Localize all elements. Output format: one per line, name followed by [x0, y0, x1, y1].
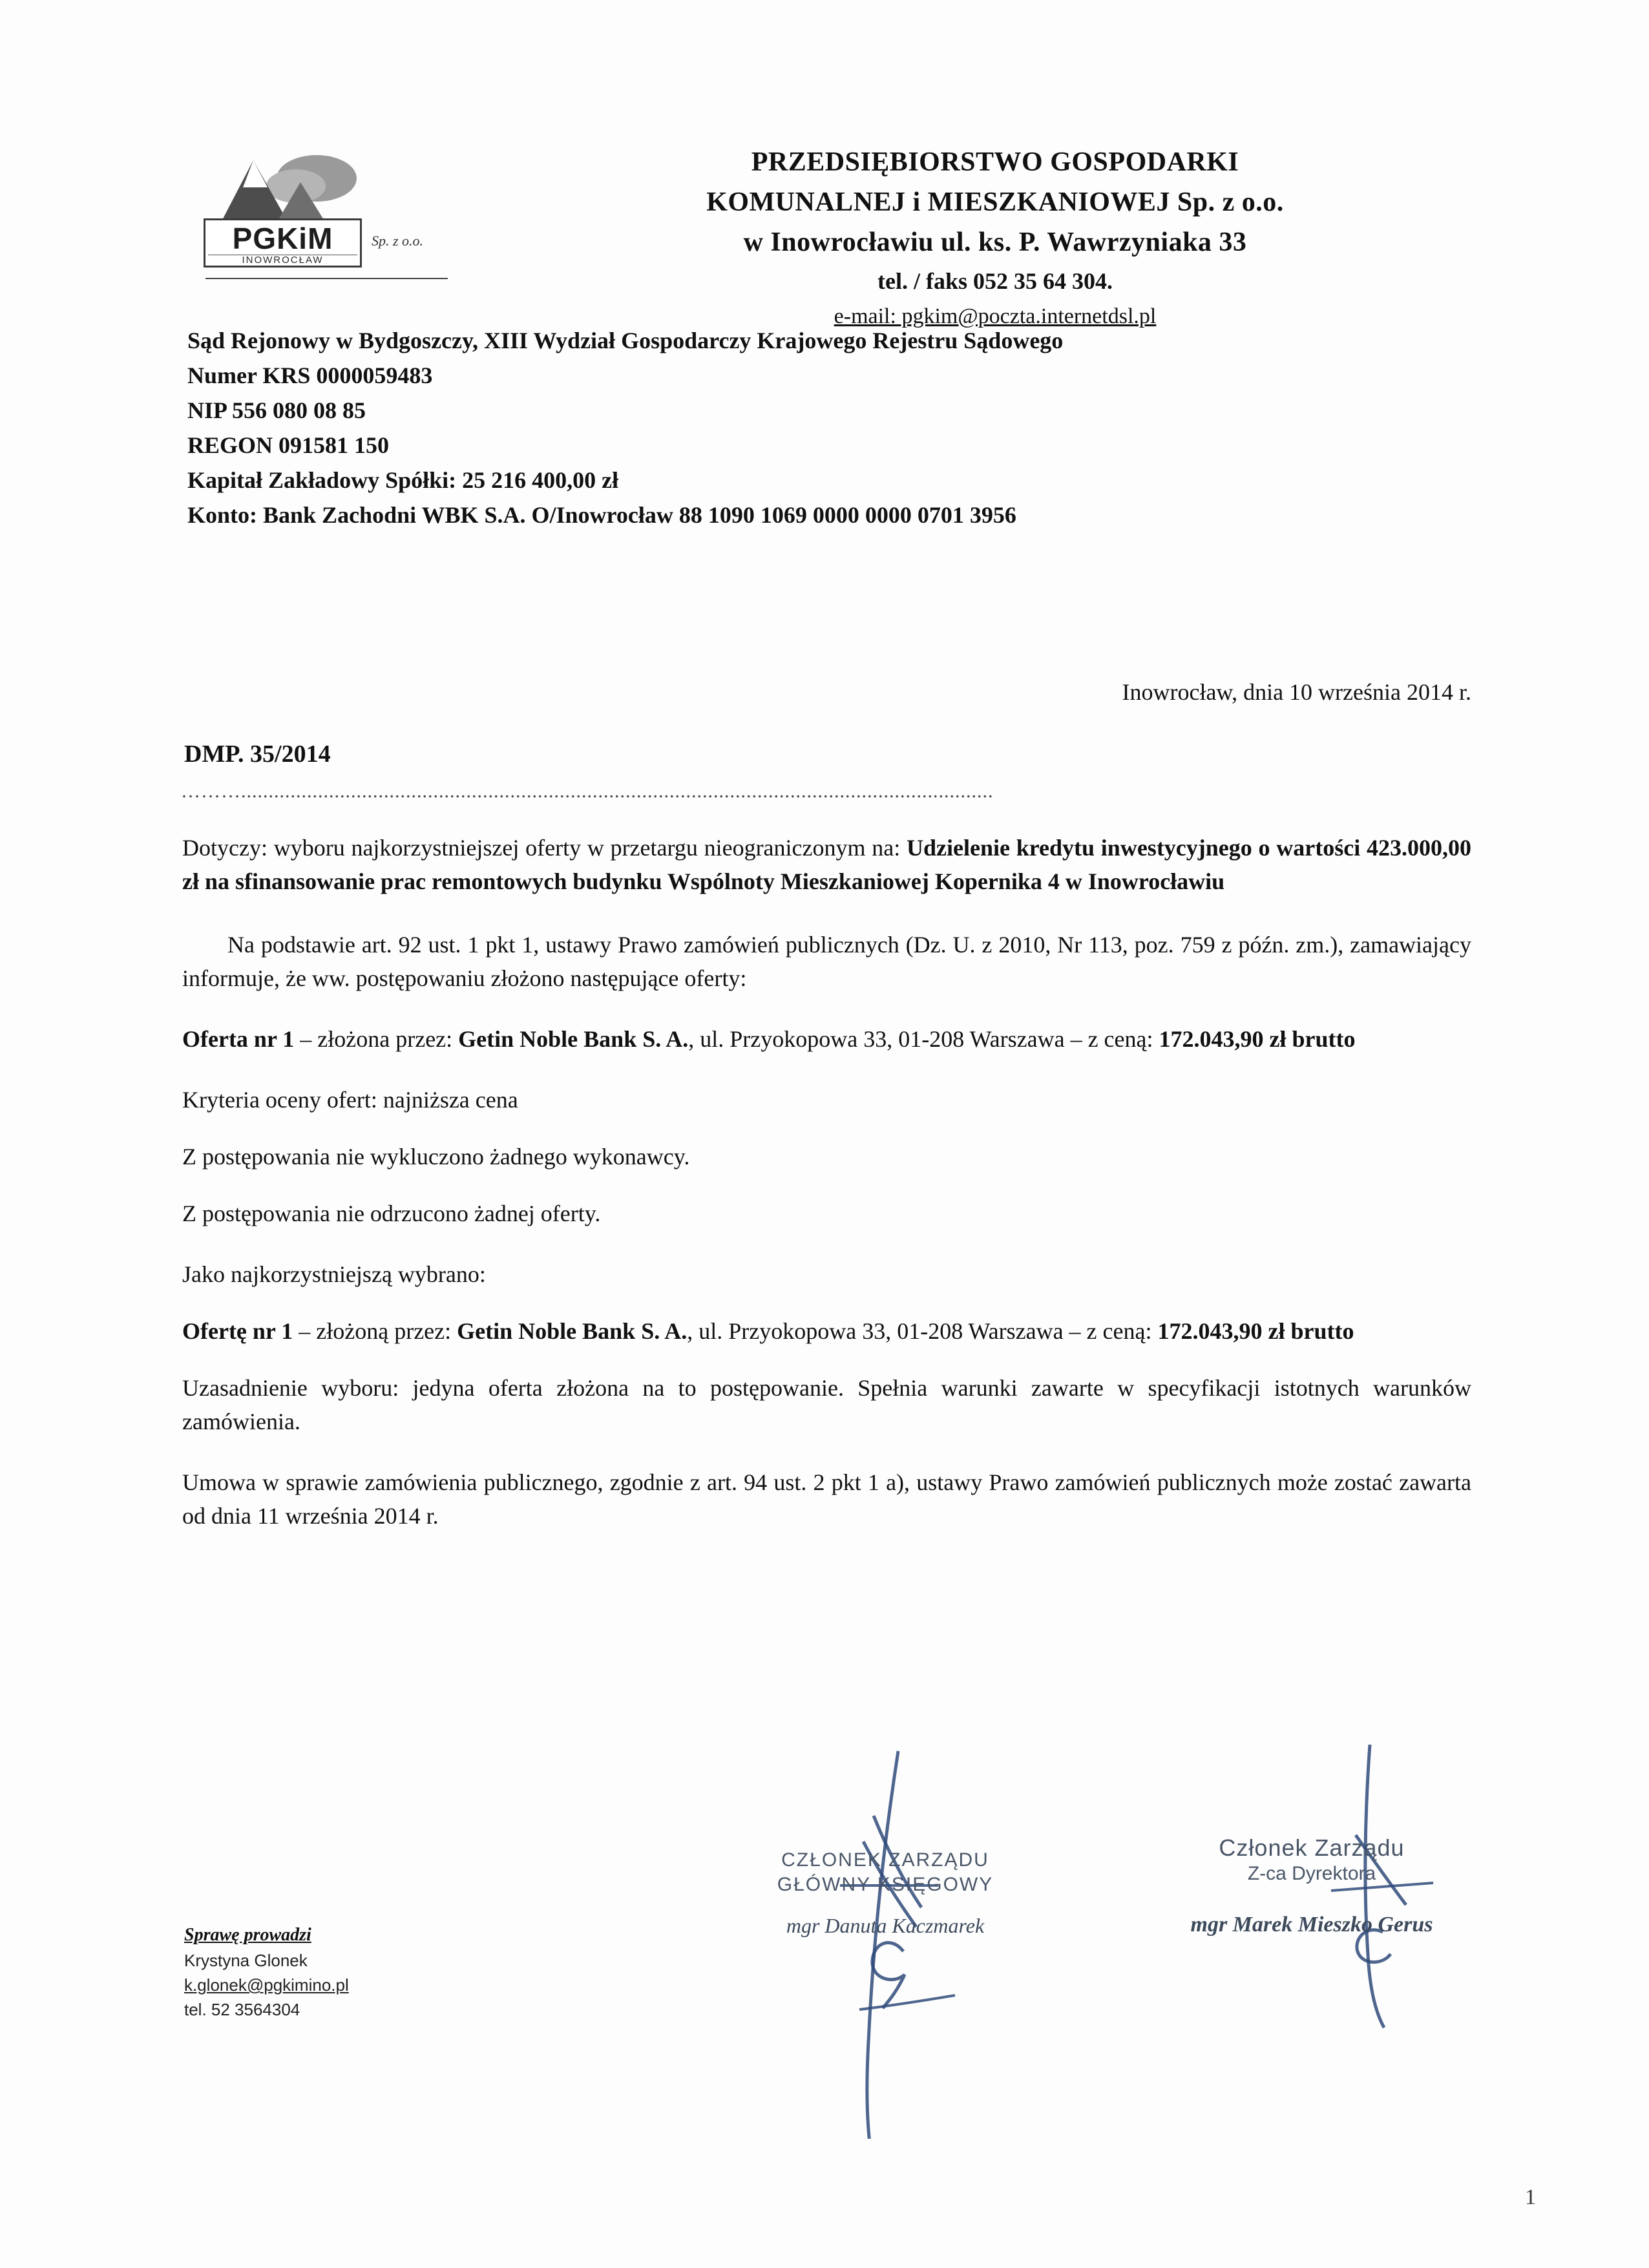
chosen-intro: Jako najkorzystniejszą wybrano: [182, 1261, 486, 1287]
company-address: w Inowrocławiu ul. ks. P. Wawrzyniaka 33 [743, 227, 1247, 257]
footer-phone: tel. 52 3564304 [184, 2000, 300, 2019]
signature-right-role-1: Członek Zarządu [1219, 1834, 1405, 1861]
company-email[interactable]: e-mail: pgkim@poczta.internetdsl.pl [834, 304, 1157, 328]
chosen-offer-label: Ofertę nr 1 [182, 1318, 293, 1344]
offer-mid: – złożona przez: [294, 1026, 459, 1052]
regon-number: REGON 091581 150 [187, 432, 390, 458]
offer-bank-name: Getin Noble Bank S. A. [458, 1026, 689, 1052]
company-name-line1: PRZEDSIĘBIORSTWO GOSPODARKI [751, 147, 1239, 177]
chosen-offer-address: , ul. Przyokopowa 33, 01-208 Warszawa – z ceną: [687, 1318, 1158, 1344]
footer-email[interactable]: k.glonek@pgkimino.pl [184, 1975, 349, 1995]
logo-wordmark [204, 218, 362, 268]
criteria-line-2: Z postępowania nie wykluczono żadnego wykonawcy. [182, 1144, 690, 1170]
subject-paragraph [182, 831, 1471, 898]
criteria-line-1: Kryteria oceny ofert: najniższa cena [182, 1087, 518, 1113]
place-and-date: Inowrocław, dnia 10 września 2014 r. [1122, 679, 1471, 705]
offer-paragraph [182, 1022, 1471, 1056]
chosen-bank-name: Getin Noble Bank S. A. [457, 1318, 688, 1344]
signature-right [1111, 1835, 1512, 1937]
krs-number: Numer KRS 0000059483 [187, 362, 433, 388]
contact-footer [184, 1922, 701, 2022]
chosen-offer-price: 172.043,90 zł brutto [1157, 1318, 1354, 1344]
company-heading [491, 142, 1499, 333]
chosen-offer-mid: – złożoną przez: [293, 1318, 457, 1344]
offer-price: 172.043,90 zł brutto [1159, 1026, 1356, 1052]
document-body [182, 808, 1471, 1553]
logo-sub-text: INOWROCŁAW [208, 255, 357, 266]
chosen-offer-paragraph [182, 1314, 1471, 1348]
offer-address: , ul. Przyokopowa 33, 01-208 Warszawa – z ceną: [688, 1026, 1159, 1052]
footer-person: Krystyna Glonek [184, 1951, 308, 1970]
company-name-line2: KOMUNALNEJ i MIESZKANIOWEJ Sp. z o.o. [706, 187, 1284, 217]
footer-title: Sprawę prowadzi [184, 1925, 311, 1945]
criteria-line-3: Z postępowania nie odrzucono żadnej oferty. [182, 1201, 601, 1226]
separator-dotted-rule: ………......................................................................................................................................... [181, 782, 994, 801]
company-logo [187, 149, 459, 297]
signature-left-role-1: CZŁONEK ZARZĄDU [781, 1849, 989, 1871]
nip-number: NIP 556 080 08 85 [187, 397, 366, 423]
logo-underline [205, 278, 448, 279]
page-number: 1 [1525, 2185, 1536, 2209]
justification-paragraph: Uzasadnienie wyboru: jedyna oferta złożona na to postępowanie. Spełnia warunki zawarte w specyfikacji istotnych warunków zamówienia. [182, 1375, 1471, 1434]
registration-details [187, 323, 1480, 532]
signature-right-name: mgr Marek Mieszko Gerus [1190, 1913, 1433, 1937]
share-capital: Kapitał Zakładowy Spółki: 25 216 400,00 zł [187, 467, 619, 493]
reference-number: DMP. 35/2014 [184, 740, 331, 768]
court-register: Sąd Rejonowy w Bydgoszczy, XIII Wydział Gospodarczy Krajowego Rejestru Sądowego [187, 328, 1064, 353]
logo-word-text: PGKiM [232, 222, 333, 255]
signature-right-role-2: Z-ca Dyrektora [1247, 1863, 1376, 1884]
logo-legal-form: Sp. z o.o. [372, 233, 424, 249]
company-phone: tel. / faks 052 35 64 304. [877, 268, 1113, 294]
mountain-icon [213, 149, 362, 226]
subject-bold: Udzielenie kredytu inwestycyjnego o wartości 423.000,00 zł na sfinansowanie prac remontowych budynku Wspólnoty Mieszkaniowej Kopernika 4 w Inowrocławiu [182, 835, 1471, 894]
signature-left-role-2: GŁÓWNY KSIĘGOWY [777, 1874, 994, 1895]
offer-label: Oferta nr 1 [182, 1026, 295, 1052]
legal-basis-paragraph: Na podstawie art. 92 ust. 1 pkt 1, ustawy Prawo zamówień publicznych (Dz. U. z 2010, Nr 113, poz. 759 z późn. zm.), zamawiający informuje, że ww. postępowaniu złożono następujące oferty: [182, 932, 1471, 991]
subject-prefix: Dotyczy: wyboru najkorzystniejszej oferty w przetargu nieograniczonym na: [182, 835, 907, 861]
contract-note-paragraph: Umowa w sprawie zamówienia publicznego, zgodnie z art. 94 ust. 2 pkt 1 a), ustawy Prawo zamówień publicznych może zostać zawarta od dnia 11 września 2014 r. [182, 1469, 1471, 1529]
signature-left-name: mgr Danuta Kaczmarek [786, 1914, 985, 1937]
bank-account: Konto: Bank Zachodni WBK S.A. O/Inowrocław 88 1090 1069 0000 0000 0701 3956 [187, 502, 1016, 528]
signature-left [704, 1848, 1066, 1938]
